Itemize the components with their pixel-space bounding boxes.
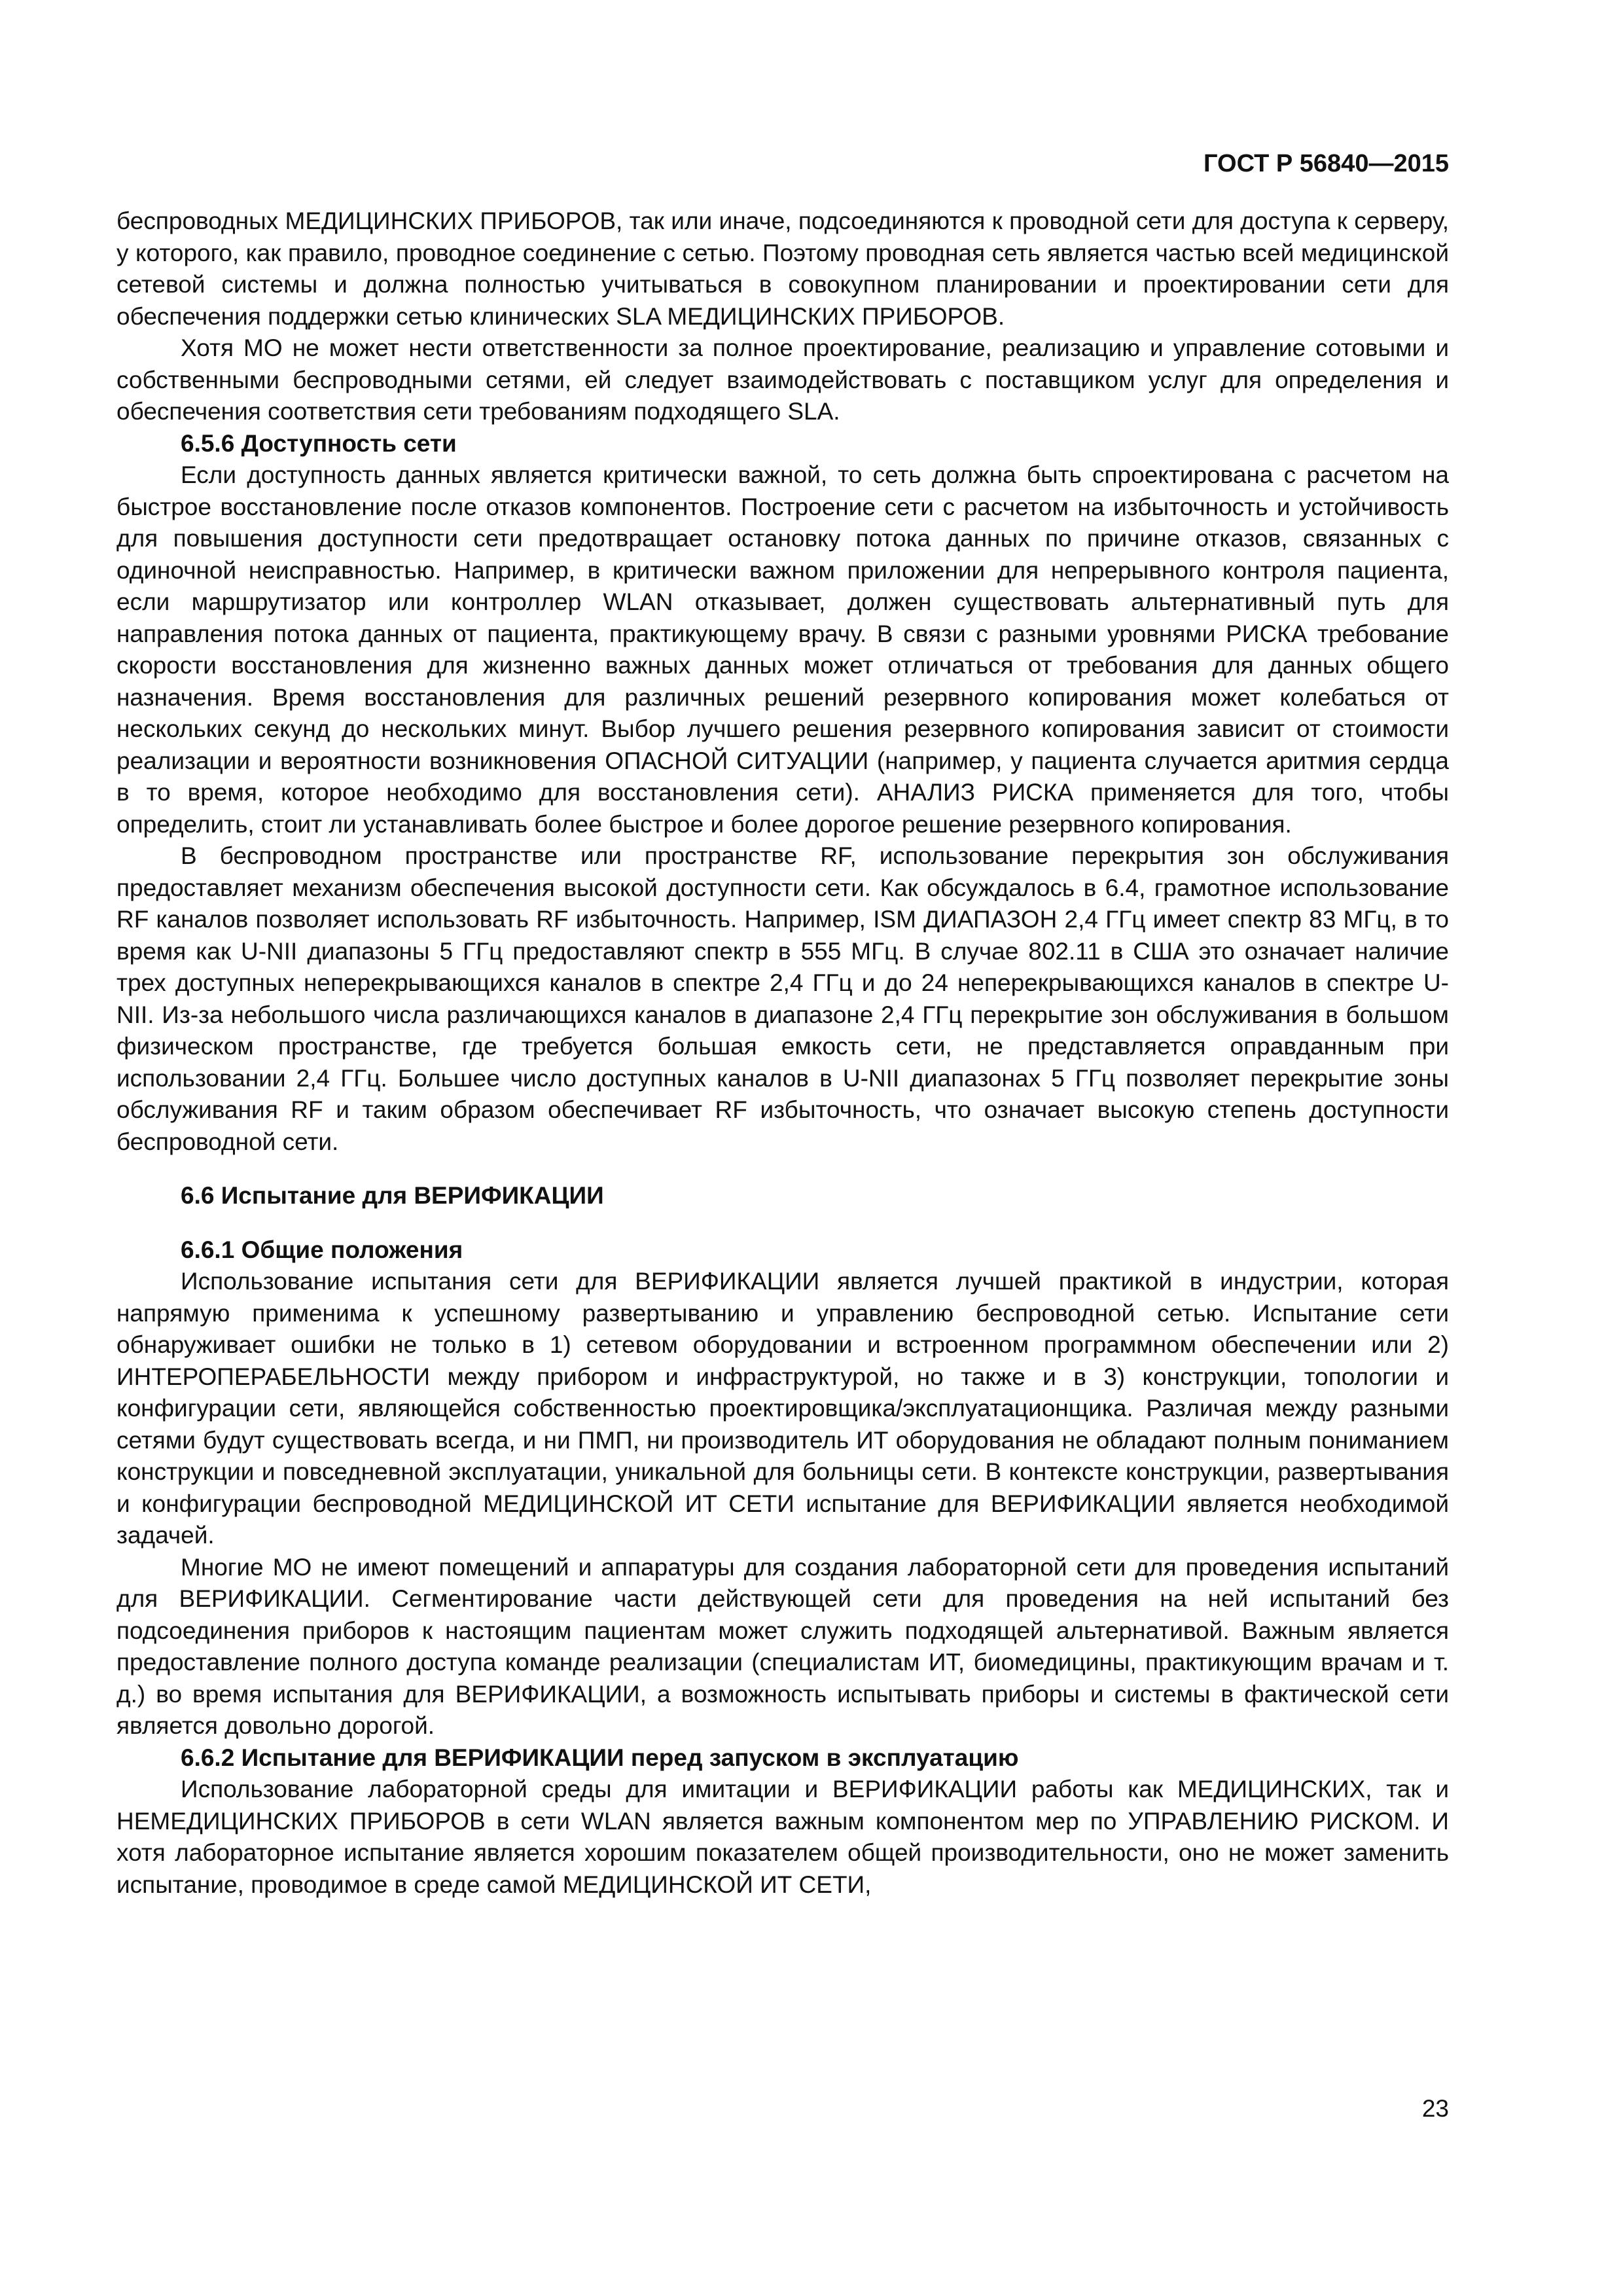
body-paragraph: беспроводных МЕДИЦИНСКИХ ПРИБОРОВ, так или иначе, подсоединяются к проводной сети для доступа к серверу, у которого, как правило, проводное соединение с сетью. Поэтому проводная сеть является частью всей медицинской сетевой системы и должна полностью учитываться в совокупном планировании и проектировании сети для обеспечения поддержки сетью клинических SLA МЕДИЦИНСКИХ ПРИБОРОВ. xyxy=(116,207,1449,330)
body-paragraph: Использование испытания сети для ВЕРИФИКАЦИИ является лучшей практикой в индустрии, которая напрямую применима к успешному развертыванию и управлению беспроводной сетью. Испытание сети обнаруживает ошибки не только в 1) сетевом оборудовании и встроенном программном обеспечении или 2) ИНТЕРОПЕРАБЕЛЬНОСТИ между прибором и инфраструктурой, но также и в 3) конструкции, топологии и конфигурации сети, являющейся собственностью проектировщика/эксплуатационщика. Различая между разными сетями будут существовать всегда, и ни ПМП, ни производитель ИТ оборудования не обладают полным пониманием конструкции и повседневной эксплуатации, уникальной для больницы сети. В контексте конструкции, развертывания и конфигурации беспроводной МЕДИЦИНСКОЙ ИТ СЕТИ испытание для ВЕРИФИКАЦИИ является необходимой задачей. xyxy=(116,1268,1449,1549)
body-paragraph: В беспроводном пространстве или пространстве RF, использование перекрытия зон обслуживания предоставляет механизм обеспечения высокой доступности сети. Как обсуждалось в 6.4, грамотное использование RF каналов позволяет использовать RF избыточность. Например, ISM ДИАПАЗОН 2,4 ГГц имеет спектр 83 МГц, в то время как U-NII диапазоны 5 ГГц предоставляют спектр в 555 МГц. В случае 802.11 в США это означает наличие трех доступных неперекрывающихся каналов в спектре 2,4 ГГц и до 24 неперекрывающихся каналов в спектре U-NII. Из-за небольшого числа различающихся каналов в диапазоне 2,4 ГГц перекрытие зон обслуживания в большом физическом пространстве, где требуется большая емкость сети, не представляется оправданным при использовании 2,4 ГГц. Большее число доступных каналов в U-NII диапазонах 5 ГГц позволяет перекрытие зоны обслуживания RF и таким образом обеспечивает RF избыточность, что означает высокую степень доступности беспроводной сети. xyxy=(116,842,1449,1155)
document-id-header: ГОСТ Р 56840—2015 xyxy=(1204,150,1449,177)
section-heading: 6.6 Испытание для ВЕРИФИКАЦИИ xyxy=(181,1182,604,1209)
section-heading: 6.5.6 Доступность сети xyxy=(181,429,457,457)
page-number: 23 xyxy=(1421,2095,1449,2122)
section-heading: 6.6.2 Испытание для ВЕРИФИКАЦИИ перед запуском в эксплуатацию xyxy=(181,1744,1019,1771)
body-paragraph: Многие МО не имеют помещений и аппаратуры для создания лабораторной сети для проведения испытаний для ВЕРИФИКАЦИИ. Сегментирование части действующей сети для проведения на ней испытаний без подсоединения приборов к настоящим пациентам может служить подходящей альтернативой. Важным является предоставление полного доступа команде реализации (специалистам ИТ, биомедицины, практикующим врачам и т. д.) во время испытания для ВЕРИФИКАЦИИ, а возможность испытывать приборы и системы в фактической сети является довольно дорогой. xyxy=(116,1553,1449,1739)
document-body xyxy=(116,206,1449,1901)
section-heading: 6.6.1 Общие положения xyxy=(181,1236,463,1263)
body-paragraph: Хотя МО не может нести ответственности за полное проектирование, реализацию и управление сотовыми и собственными беспроводными сетями, ей следует взаимодействовать с поставщиком услуг для определения и обеспечения соответствия сети требованиям подходящего SLA. xyxy=(116,334,1449,425)
body-paragraph: Использование лабораторной среды для имитации и ВЕРИФИКАЦИИ работы как МЕДИЦИНСКИХ, так и НЕМЕДИЦИНСКИХ ПРИБОРОВ в сети WLAN является важным компонентом мер по УПРАВЛЕНИЮ РИСКОМ. И хотя лабораторное испытание является хорошим показателем общей производительности, оно не может заменить испытание, проводимое в среде самой МЕДИЦИНСКОЙ ИТ СЕТИ, xyxy=(116,1776,1449,1898)
body-paragraph: Если доступность данных является критически важной, то сеть должна быть спроектирована с расчетом на быстрое восстановление после отказов компонентов. Построение сети с расчетом на избыточность и устойчивость для повышения доступности сети предотвращает остановку потока данных по причине отказов, связанных с одиночной неисправностью. Например, в критически важном приложении для непрерывного контроля пациента, если маршрутизатор или контроллер WLAN отказывает, должен существовать альтернативный путь для направления потока данных от пациента, практикующему врачу. В связи с разными уровнями РИСКА требование скорости восстановления для жизненно важных данных может отличаться от требования для данных общего назначения. Время восстановления для различных решений резервного копирования может колебаться от нескольких секунд до нескольких минут. Выбор лучшего решения резервного копирования зависит от стоимости реализации и вероятности возникновения ОПАСНОЙ СИТУАЦИИ (например, у пациента случается аритмия сердца в то время, которое необходимо для восстановления сети). АНАЛИЗ РИСКА применяется для того, чтобы определить, стоит ли устанавливать более быстрое и более дорогое решение резервного копирования. xyxy=(116,461,1449,838)
